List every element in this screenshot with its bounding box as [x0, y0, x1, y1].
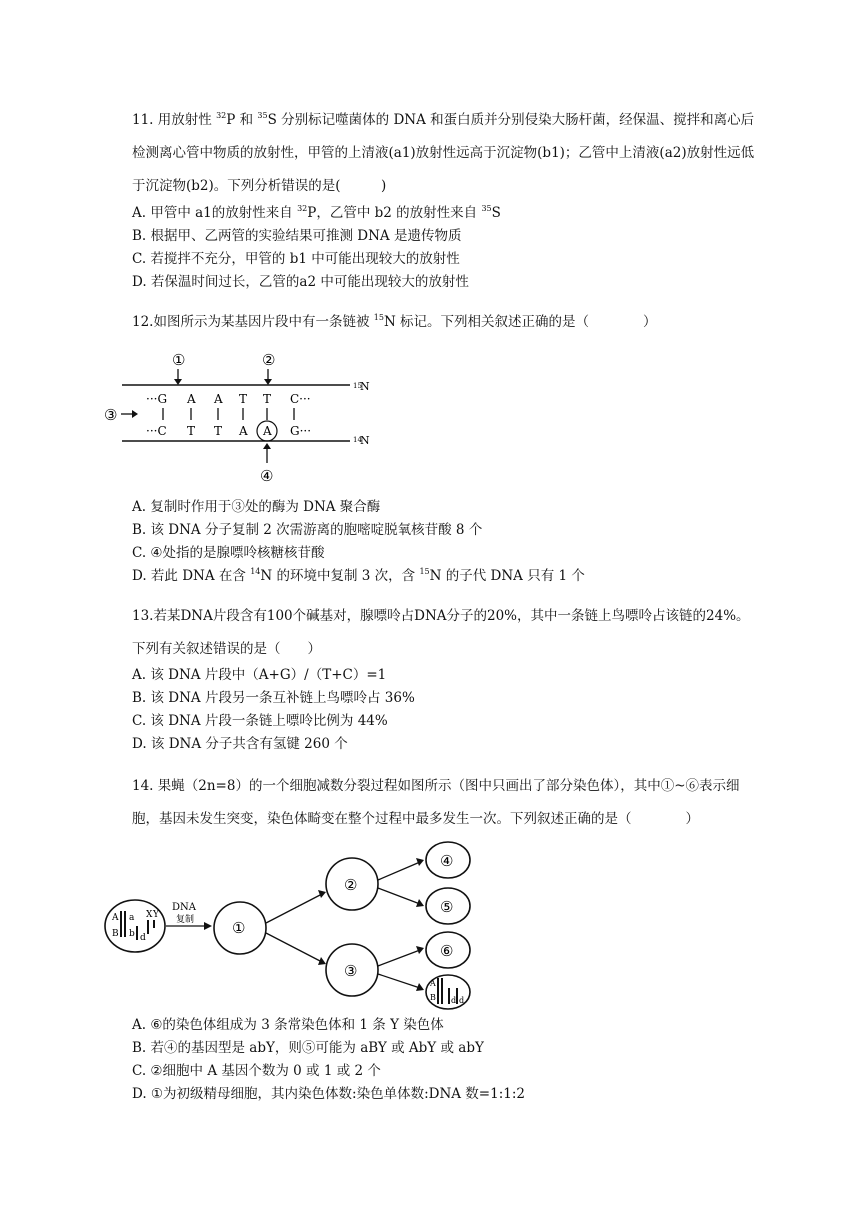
dna-strand-figure: [102, 347, 382, 487]
top-base: T: [239, 392, 248, 406]
q14-option-a: A. ⑥的染色体组成为 3 条常染色体和 1 条 Y 染色体: [132, 1017, 444, 1033]
arrowhead: [318, 890, 326, 898]
question-11-stem: [132, 104, 757, 203]
q14-option-c: C. ②细胞中 A 基因个数为 0 或 1 或 2 个: [132, 1063, 381, 1079]
q12-option-c: C. ④处指的是腺嘌呤核糖核苷酸: [132, 545, 325, 561]
question-13-stem: 13.若某DNA片段含有100个碱基对，腺嘌呤占DNA分子的20%，其中一条链上鸟嘌呤占该链的24%。下列有关叙述错误的是（ ）: [132, 608, 750, 657]
meiosis-figure: [100, 840, 480, 1010]
question-11: [132, 104, 757, 203]
q12-option-d-sup: 15: [419, 567, 430, 576]
chromosome: [456, 988, 458, 1004]
cell-5-label: ⑤: [440, 898, 454, 916]
mark-4: ④: [260, 467, 274, 485]
chromosome: [147, 920, 149, 934]
bottom-base: T: [214, 424, 223, 438]
cell-6-label: ⑥: [440, 942, 454, 960]
question-12-options: [132, 496, 772, 588]
question-14-options: [132, 1014, 772, 1106]
gene-label: Y: [153, 910, 159, 920]
q13-option-b: B. 该 DNA 片段另一条互补链上鸟嘌呤占 36%: [132, 690, 415, 706]
gene-label: X: [146, 910, 153, 920]
chromosome: [120, 911, 122, 937]
cell-3-label: ③: [344, 962, 358, 980]
q12-option-d: [132, 565, 772, 588]
gene-label: b: [129, 929, 135, 939]
gene-label: d: [451, 996, 457, 1005]
arrow-3-to-7: [378, 974, 420, 988]
dna-label: DNA: [172, 902, 196, 913]
bottom-base: G···: [290, 424, 312, 438]
arrow-2-to-4: [378, 862, 420, 880]
question-12-stem: [132, 306, 792, 339]
q11-sup: 32: [216, 111, 227, 120]
top-base: ···G: [146, 392, 168, 406]
gene-label: B: [430, 993, 436, 1002]
cell-4-label: ④: [440, 852, 454, 870]
replication-label: 复制: [176, 915, 195, 925]
question-13: [132, 600, 757, 666]
chromosome: [136, 926, 138, 940]
arrow-2-to-5: [378, 888, 420, 904]
q11-option-d: D. 若保温时间过长，乙管的a2 中可能出现较大的放射性: [132, 274, 469, 290]
top-base: T: [263, 392, 272, 406]
question-14-stem: 14. 果蝇（2n=8）的一个细胞减数分裂过程如图所示（图中只画出了部分染色体），其中①~⑥表示细胞，基因未发生突变，染色体畸变在整个过程中最多发生一次。下列叙述正确的是（ ）: [132, 778, 740, 827]
question-14: [132, 770, 757, 836]
q12-stem-part: 12.如图所示为某基因片段中有一条链被: [132, 314, 374, 330]
mark-3-arrowhead: [132, 410, 138, 418]
q11-sup: 35: [257, 111, 268, 120]
q11-option-c: C. 若搅拌不充分，甲管的 b1 中可能出现较大的放射性: [132, 251, 460, 267]
chromosome: [448, 988, 450, 1004]
q11-option-a-part: S: [491, 205, 501, 221]
q14-option-b: B. 若④的基因型是 abY，则⑤可能为 aBY 或 AbY 或 abY: [132, 1040, 484, 1056]
q11-stem-part: S 分别标记噬菌体的 DNA 和蛋白质并分别侵染大肠杆菌，经保温、搅拌和离心后检测离心管中物质的放射性，甲管的上清液(a1)放射性远高于沉淀物(b1)；乙管中上清液(a2)放射性远低于沉淀物(b2)。下列分析错误的是( ): [132, 112, 755, 194]
mark-1-arrowhead: [174, 379, 182, 385]
bottom-strand-label-sup: 14: [353, 436, 362, 444]
top-strand-label-sup: 15: [353, 382, 362, 390]
arrow-1-to-2: [266, 894, 322, 923]
top-base: A: [214, 392, 223, 406]
q13-option-c: C. 该 DNA 片段一条链上嘌呤比例为 44%: [132, 713, 388, 729]
q12-option-d-part: N 的子代 DNA 只有 1 个: [429, 568, 585, 584]
top-strand-label: N: [360, 380, 370, 393]
mark-2-arrowhead: [264, 379, 272, 385]
q11-stem-part: 11. 用放射性: [132, 112, 217, 128]
q12-sup: 15: [373, 313, 384, 322]
q12-option-a: A. 复制时作用于③处的酶为 DNA 聚合酶: [132, 499, 381, 515]
mark-3: ③: [104, 406, 118, 424]
q12-option-b: B. 该 DNA 分子复制 2 次需游离的胞嘧啶脱氧核苷酸 8 个: [132, 522, 483, 538]
chromosome: [437, 978, 439, 1004]
bottom-base: A: [239, 424, 248, 438]
q13-option-d: D. 该 DNA 分子共含有氢键 260 个: [132, 736, 348, 752]
q12-option-d-part: D. 若此 DNA 在含: [132, 568, 251, 584]
q11-option-a: [132, 202, 772, 225]
bottom-base: A: [263, 424, 272, 438]
bottom-base: T: [187, 424, 196, 438]
cell-2-label: ②: [344, 876, 358, 894]
q12-option-d-part: N 的环境中复制 3 次，含: [260, 568, 420, 584]
q11-option-a-part: A. 甲管中 a1的放射性来自: [132, 205, 298, 221]
arrowhead: [416, 946, 424, 954]
mark-2: ②: [262, 351, 276, 369]
gene-label: a: [129, 913, 135, 923]
q11-stem-part: P 和: [226, 112, 258, 128]
q11-option-a-sup: 32: [297, 204, 308, 213]
parent-cell: [105, 900, 165, 952]
bottom-base: ···C: [146, 424, 167, 438]
bottom-strand-label: N: [360, 434, 370, 447]
gene-label: d: [459, 996, 465, 1005]
q12-stem-part: N 标记。下列相关叙述正确的是（ ）: [383, 314, 657, 330]
question-13-options: [132, 664, 772, 756]
gene-label: A: [112, 913, 119, 923]
chromosome: [441, 978, 443, 1004]
q11-option-b: B. 根据甲、乙两管的实验结果可推测 DNA 是遗传物质: [132, 228, 462, 244]
cell-1-label: ①: [232, 919, 246, 937]
replication-arrowhead: [204, 922, 212, 930]
q12-option-d-sup: 14: [250, 567, 261, 576]
chromosome: [153, 920, 155, 928]
gene-label: A: [430, 979, 436, 988]
arrow-1-to-3: [266, 933, 322, 962]
top-base: A: [187, 392, 196, 406]
arrow-3-to-6: [378, 950, 420, 966]
gene-label: B: [112, 929, 119, 939]
arrowhead: [416, 858, 424, 866]
q11-option-a-part: P，乙管中 b2 的放射性来自: [307, 205, 482, 221]
q11-option-a-sup: 35: [481, 204, 492, 213]
question-11-options: [132, 202, 772, 294]
question-12: [132, 306, 792, 339]
gene-label: d: [140, 933, 146, 943]
chromosome: [124, 911, 126, 937]
top-base: C···: [290, 392, 311, 406]
mark-1: ①: [172, 351, 186, 369]
q13-option-a: A. 该 DNA 片段中（A+G）/（T+C）=1: [132, 667, 387, 683]
q14-option-d: D. ①为初级精母细胞，其内染色体数:染色单体数:DNA 数=1:1:2: [132, 1086, 525, 1102]
